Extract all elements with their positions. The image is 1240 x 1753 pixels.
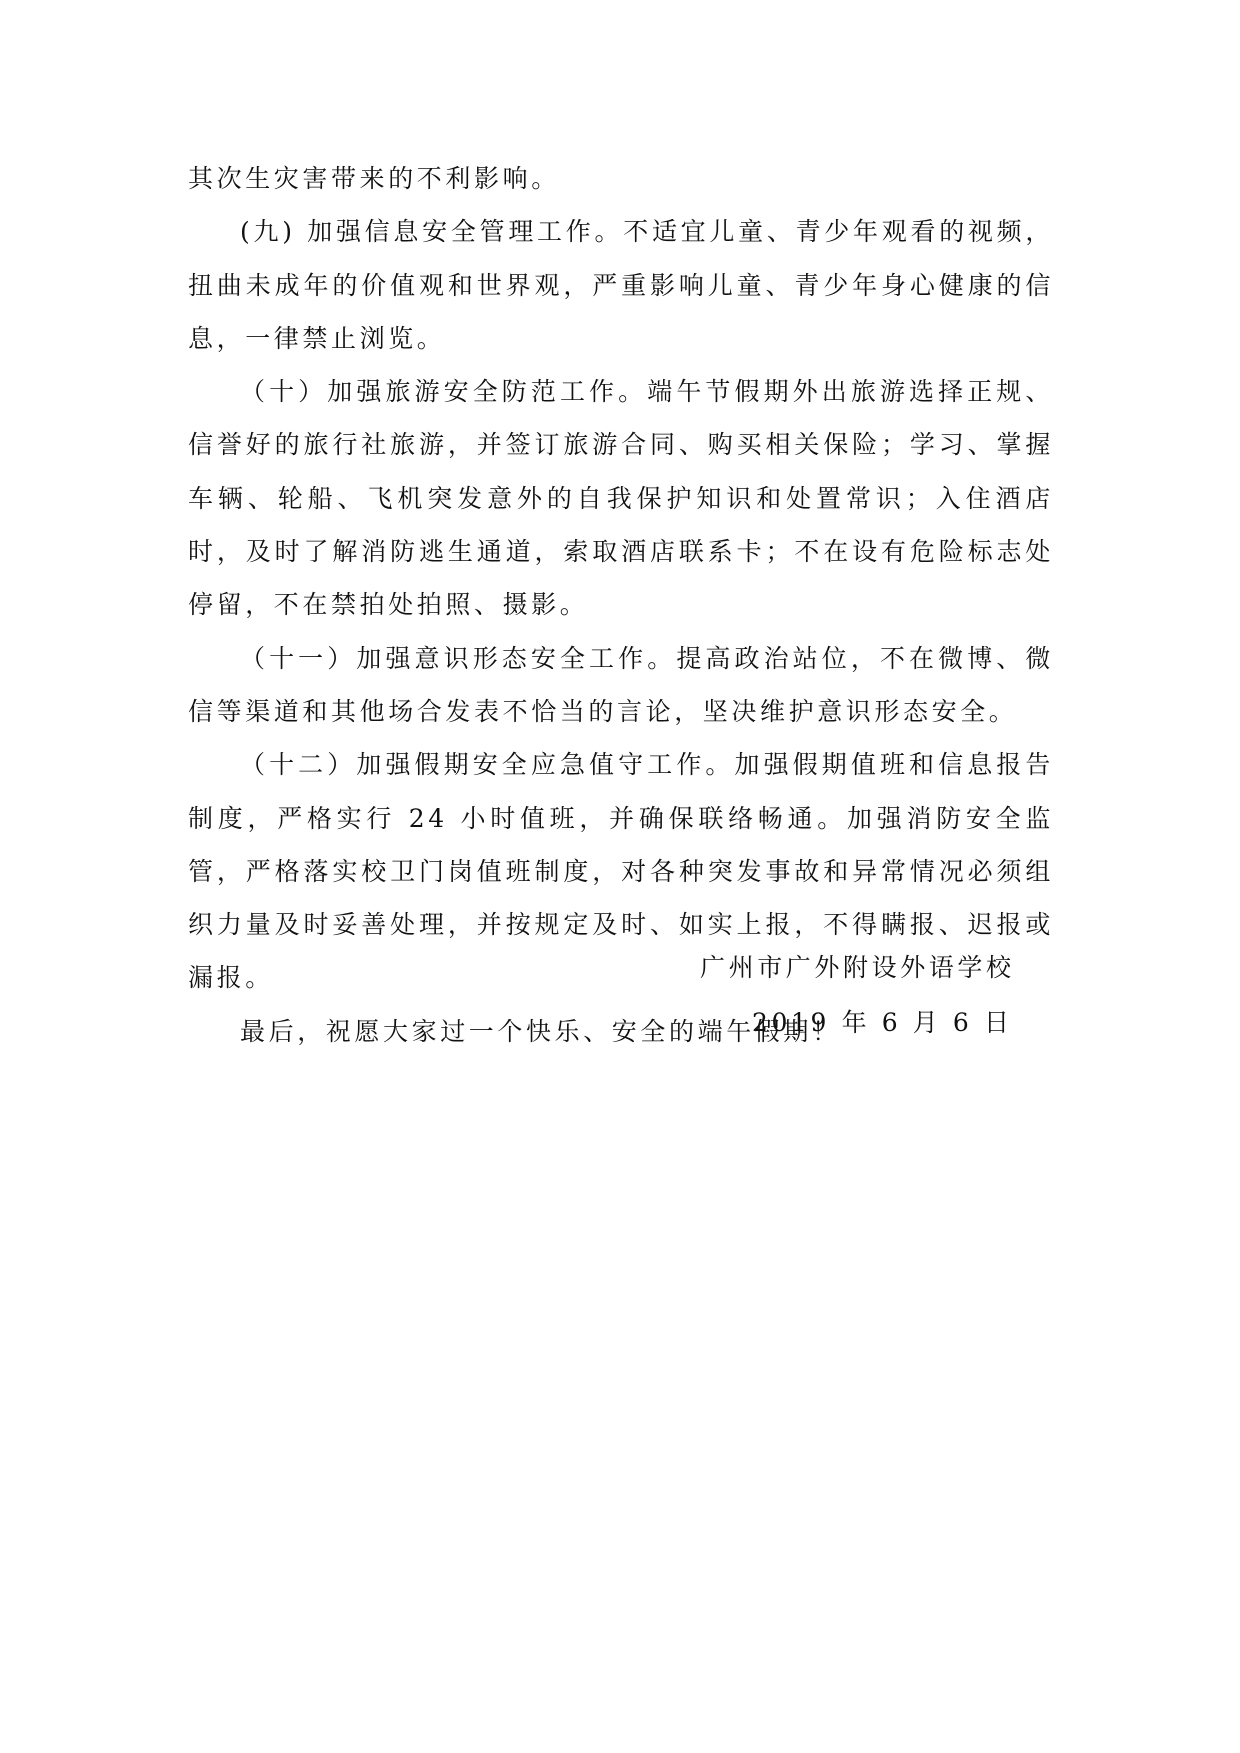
paragraph-item-10-travel-safety: （十）加强旅游安全防范工作。端午节假期外出旅游选择正规、信誉好的旅行社旅游，并签订旅游合同、购买相关保险；学习、掌握车辆、轮船、飞机突发意外的自我保护知识和处置常识；入住酒店时，及时了解消防逃生通道，索取酒店联系卡；不在设有危险标志处停留，不在禁拍处拍照、摄影。 bbox=[188, 377, 1054, 620]
paragraph-closing-wishes: 最后，祝愿大家过一个快乐、安全的端午假期！ bbox=[240, 1016, 841, 1046]
signature-organization: 广州市广外附设外语学校 bbox=[700, 953, 1015, 982]
paragraph-item-11-ideology-security: （十一）加强意识形态安全工作。提高政治站位，不在微博、微信等渠道和其他场合发表不恰当的言论，坚决维护意识形态安全。 bbox=[188, 643, 1054, 726]
paragraph-continuation: 其次生灾害带来的不利影响。 bbox=[188, 164, 560, 193]
paragraph-item-9-information-security: (九) 加强信息安全管理工作。不适宜儿童、青少年观看的视频，扭曲未成年的价值观和世界观，严重影响儿童、青少年身心健康的信息，一律禁止浏览。 bbox=[188, 217, 1054, 353]
signature-date: 2019 年 6 月 6 日 bbox=[752, 1008, 1013, 1037]
paragraph-item-12-emergency-duty: （十二）加强假期安全应急值守工作。加强假期值班和信息报告制度，严格实行 24 小时值班，并确保联络畅通。加强消防安全监管，严格落实校卫门岗值班制度，对各种突发事故和异常情况必须组织力量及时妥善处理，并按规定及时、如实上报，不得瞒报、迟报或漏报。 bbox=[188, 750, 1054, 993]
document-body bbox=[188, 152, 1054, 1058]
